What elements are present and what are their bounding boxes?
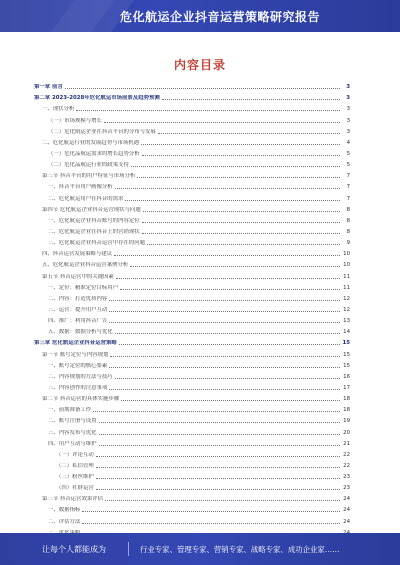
- toc-entry-page: 18: [343, 396, 350, 403]
- toc-leader-dots: [76, 110, 340, 111]
- toc-entry-title: 四、推广：利用抖音广告: [48, 318, 108, 325]
- toc-entry[interactable]: [34, 269, 350, 280]
- toc-heading: 内容目录: [173, 58, 226, 72]
- toc-entry[interactable]: [34, 147, 350, 158]
- toc-entry[interactable]: [34, 481, 350, 492]
- toc-entry-page: 12: [343, 295, 350, 302]
- report-title: 危化航运企业抖音运营策略研究报告: [120, 10, 321, 24]
- toc-entry-title: 二、危化航运行业的发展趋势与市场机遇: [42, 139, 140, 146]
- toc-entry-page: 24: [343, 518, 350, 525]
- toc-leader-dots: [143, 211, 340, 212]
- toc-entry[interactable]: [34, 492, 350, 503]
- toc-entry-title: （四）社群运营: [56, 485, 94, 492]
- toc-entry[interactable]: [34, 191, 350, 202]
- toc-entry[interactable]: [34, 347, 350, 358]
- toc-entry-page: 7: [346, 195, 350, 202]
- toc-entry-page: 21: [343, 440, 350, 447]
- toc-entry[interactable]: [34, 91, 350, 102]
- toc-entry[interactable]: [34, 136, 350, 147]
- toc-leader-dots: [109, 311, 340, 312]
- toc-entry-page: 24: [343, 507, 350, 514]
- toc-leader-dots: [109, 300, 340, 301]
- toc-entry-title: 一、前期准备工作: [48, 407, 92, 414]
- toc-leader-dots: [109, 322, 340, 323]
- toc-entry-page: 19: [343, 418, 350, 425]
- toc-entry[interactable]: [34, 514, 350, 525]
- toc-entry-title: 二、内容：打造优质内容: [48, 295, 108, 302]
- page-footer: [0, 533, 400, 565]
- toc-entry[interactable]: [34, 203, 350, 214]
- toc-entry[interactable]: [34, 225, 350, 236]
- table-of-contents: [34, 80, 350, 537]
- toc-leader-dots: [131, 166, 340, 167]
- toc-entry-page: 8: [346, 206, 350, 213]
- toc-leader-dots: [114, 255, 340, 256]
- toc-entry-page: 9: [346, 240, 350, 247]
- toc-entry-title: （三）粉丝维护: [56, 474, 94, 481]
- toc-entry-page: 10: [343, 262, 350, 269]
- toc-entry-title: 第一章 前言: [34, 84, 63, 91]
- toc-entry[interactable]: [34, 80, 350, 91]
- toc-entry-title: 二、内容规划的方法与技巧: [48, 373, 113, 380]
- toc-entry-page: 11: [343, 284, 350, 291]
- toc-entry-page: 20: [343, 429, 350, 436]
- toc-entry-page: 5: [346, 162, 350, 169]
- toc-entry-page: 22: [343, 451, 350, 458]
- toc-leader-dots: [96, 489, 340, 490]
- toc-entry-page: 12: [343, 306, 350, 313]
- toc-leader-dots: [96, 478, 340, 479]
- toc-entry[interactable]: [34, 448, 350, 459]
- toc-entry-title: （一）市场规模与增长: [48, 117, 102, 124]
- toc-entry-page: 4: [346, 139, 350, 146]
- toc-entry-page: 17: [343, 384, 350, 391]
- toc-entry-title: 第三节 抖音平台的用户特征与市场分析: [42, 173, 136, 180]
- toc-entry[interactable]: [34, 158, 350, 169]
- toc-entry-title: （二）危化航运企业在抖音平台的分布与发展: [48, 128, 156, 135]
- toc-entry-title: （一）评论互动: [56, 451, 94, 458]
- toc-entry[interactable]: [34, 214, 350, 225]
- toc-entry[interactable]: [34, 370, 350, 381]
- toc-entry[interactable]: [34, 403, 350, 414]
- toc-leader-dots: [115, 333, 340, 334]
- toc-entry-title: 二、评估方法: [48, 518, 81, 525]
- toc-entry-title: 第二章 2023-2028年危化航运市场前景及趋势预测: [34, 95, 160, 102]
- toc-entry[interactable]: [34, 414, 350, 425]
- toc-leader-dots: [115, 378, 340, 379]
- toc-entry-page: 8: [346, 228, 350, 235]
- toc-entry[interactable]: [34, 258, 350, 269]
- toc-leader-dots: [158, 133, 340, 134]
- toc-entry[interactable]: [34, 303, 350, 314]
- toc-entry-page: 8: [346, 217, 350, 224]
- toc-leader-dots: [119, 344, 340, 345]
- toc-entry-title: （二）私信管理: [56, 462, 94, 469]
- toc-entry-title: 一、账号定位的核心要素: [48, 362, 108, 369]
- toc-leader-dots: [109, 367, 340, 368]
- toc-entry[interactable]: [34, 102, 350, 113]
- toc-leader-dots: [104, 122, 340, 123]
- toc-entry[interactable]: [34, 113, 350, 124]
- toc-leader-dots: [142, 155, 340, 156]
- toc-leader-dots: [93, 411, 340, 412]
- footer-tagline: 行业专家、管理专家、营销专家、战略专家、成功企业家……: [140, 545, 340, 554]
- toc-entry[interactable]: [34, 470, 350, 481]
- toc-leader-dots: [109, 389, 340, 390]
- toc-entry[interactable]: [34, 169, 350, 180]
- toc-entry-page: 22: [343, 462, 350, 469]
- toc-leader-dots: [142, 233, 340, 234]
- toc-leader-dots: [130, 266, 340, 267]
- toc-entry-title: 二、账号注册与设置: [48, 418, 97, 425]
- toc-leader-dots: [82, 523, 340, 524]
- toc-entry-page: 15: [343, 351, 350, 358]
- toc-entry[interactable]: [34, 292, 350, 303]
- toc-entry-page: 14: [343, 329, 350, 336]
- footer-divider: [128, 542, 129, 556]
- toc-entry[interactable]: [34, 281, 350, 292]
- toc-entry[interactable]: [34, 180, 350, 191]
- toc-entry-page: 15: [343, 362, 350, 369]
- toc-entry-page: 16: [343, 373, 350, 380]
- toc-leader-dots: [142, 222, 340, 223]
- toc-entry[interactable]: [34, 359, 350, 370]
- toc-leader-dots: [115, 188, 340, 189]
- toc-leader-dots: [99, 445, 340, 446]
- toc-entry-title: 二、危化航运企业在抖音上的营销现状: [48, 228, 140, 235]
- toc-entry[interactable]: [34, 247, 350, 258]
- toc-entry-title: 五、危化航运企业抖音运营案例分析: [42, 262, 129, 269]
- toc-entry-title: 一、定位：精准定位目标用户: [48, 284, 119, 291]
- toc-leader-dots: [82, 511, 340, 512]
- toc-entry-title: 第三章 危化航运企业抖音运营策略: [34, 340, 117, 347]
- toc-entry-page: 3: [346, 128, 350, 135]
- toc-leader-dots: [96, 456, 340, 457]
- toc-entry-title: 一、现状分析: [42, 106, 75, 113]
- toc-leader-dots: [116, 278, 340, 279]
- toc-leader-dots: [105, 500, 340, 501]
- toc-entry-page: 11: [343, 273, 350, 280]
- toc-leader-dots: [110, 356, 340, 357]
- toc-entry-page: 23: [343, 485, 350, 492]
- toc-entry-title: 三、内容创作的注意事项: [48, 384, 108, 391]
- toc-entry-title: 一、数据指标: [48, 507, 81, 514]
- toc-entry-title: 二、危化航运用户在抖音的需求: [48, 195, 124, 202]
- toc-leader-dots: [137, 177, 340, 178]
- toc-entry-page: 10: [343, 251, 350, 258]
- toc-entry[interactable]: [34, 392, 350, 403]
- toc-entry-title: 一、危化航运企业抖音账号的内容定位: [48, 217, 140, 224]
- toc-leader-dots: [99, 434, 340, 435]
- toc-entry[interactable]: [34, 459, 350, 470]
- toc-leader-dots: [147, 244, 340, 245]
- toc-entry-title: 第一节 账号定位与内容规划: [42, 351, 109, 358]
- toc-entry-page: 18: [343, 407, 350, 414]
- toc-entry-title: 第三节 抖音运营效果评估: [42, 496, 104, 503]
- toc-entry-title: 五、数据：数据分析与优化: [48, 329, 113, 336]
- toc-entry-page: 13: [343, 318, 350, 325]
- toc-leader-dots: [121, 400, 340, 401]
- toc-entry-page: 3: [346, 84, 350, 91]
- toc-entry-title: 三、内容发布与优化: [48, 429, 97, 436]
- toc-entry-page: 5: [346, 150, 350, 157]
- toc-entry-page: 7: [346, 173, 350, 180]
- page-header: [0, 0, 400, 32]
- toc-entry-title: 四、用户互动与维护: [48, 440, 97, 447]
- toc-entry[interactable]: [34, 314, 350, 325]
- toc-leader-dots: [65, 88, 340, 89]
- toc-entry-page: 3: [346, 106, 350, 113]
- toc-leader-dots: [120, 289, 340, 290]
- toc-leader-dots: [125, 200, 340, 201]
- toc-entry[interactable]: [34, 325, 350, 336]
- toc-entry-title: 第四节 危化航运企业抖音运营现状与问题: [42, 206, 141, 213]
- toc-entry[interactable]: [34, 425, 350, 436]
- toc-entry[interactable]: [34, 125, 350, 136]
- toc-entry[interactable]: [34, 437, 350, 448]
- toc-leader-dots: [96, 467, 340, 468]
- toc-entry-title: 三、危化航运企业抖音运营中存在的问题: [48, 240, 146, 247]
- toc-entry[interactable]: [34, 336, 350, 347]
- toc-entry-title: （二）危化品航运行业的政策支持: [48, 162, 129, 169]
- toc-entry-title: 一、抖音平台用户画像分析: [48, 184, 113, 191]
- toc-entry-title: 三、运营：提升用户互动: [48, 306, 108, 313]
- toc-entry-page: 24: [343, 496, 350, 503]
- toc-entry[interactable]: [34, 236, 350, 247]
- toc-entry-page: 15: [342, 340, 350, 347]
- toc-entry-page: 7: [346, 184, 350, 191]
- toc-entry-page: 23: [343, 474, 350, 481]
- footer-slogan: 让每个人都能成为: [42, 545, 106, 554]
- toc-leader-dots: [99, 422, 340, 423]
- toc-entry[interactable]: [34, 381, 350, 392]
- toc-entry-page: 3: [346, 117, 350, 124]
- toc-leader-dots: [141, 144, 340, 145]
- toc-entry-title: 第五节 抖音运营中的关键因素: [42, 273, 114, 280]
- toc-entry-title: 四、抖音运营发展策略与建议: [42, 251, 113, 258]
- toc-entry-title: 第二节 抖音运营的具体实施步骤: [42, 396, 120, 403]
- toc-entry-title: （一）危化品航运需求的增长趋势分析: [48, 150, 140, 157]
- toc-entry[interactable]: [34, 503, 350, 514]
- toc-entry-page: 3: [346, 95, 350, 102]
- toc-leader-dots: [162, 99, 340, 100]
